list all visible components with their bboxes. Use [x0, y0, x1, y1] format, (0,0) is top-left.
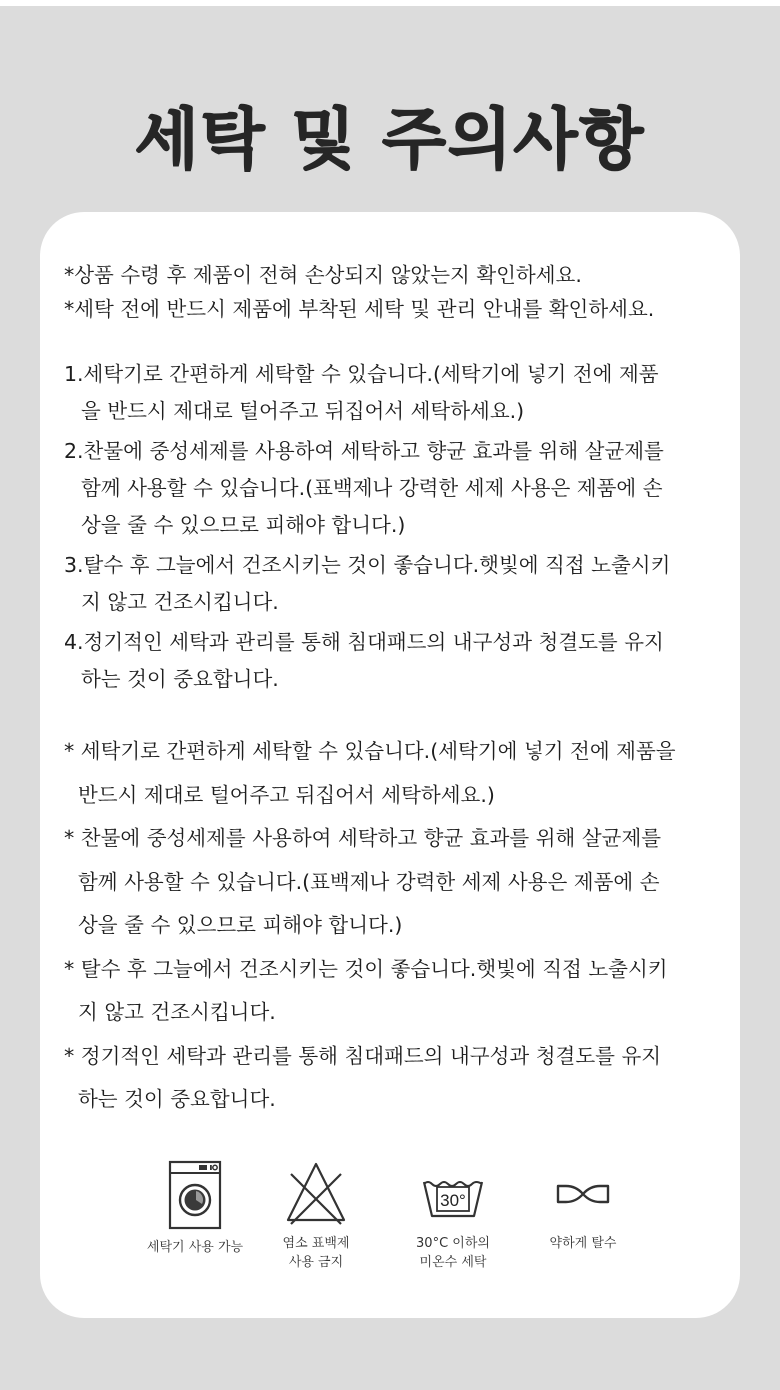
care-label: 약하게 탈수: [549, 1236, 617, 1251]
item-line: 을 반드시 제대로 털어주고 뒤집어서 세탁하세요.): [81, 399, 525, 423]
washing-machine-icon: [168, 1160, 222, 1230]
page-title: 세탁 및 주의사항: [134, 101, 646, 178]
starred-item: [64, 1035, 734, 1122]
item-line: 하는 것이 중요합니다.: [78, 1087, 276, 1111]
item-line: * 세탁기로 간편하게 세탁할 수 있습니다.(세탁기에 넣기 전에 제품을: [64, 739, 676, 763]
item-line: 함께 사용할 수 있습니다.(표백제나 강력한 세제 사용은 제품에 손: [81, 476, 663, 500]
care-label: 세탁기 사용 가능: [146, 1240, 244, 1255]
item-line: 2.찬물에 중성세제를 사용하여 세탁하고 향균 효과를 위해 살균제를: [64, 439, 664, 463]
note-line: *세탁 전에 반드시 제품에 부착된 세탁 및 관리 안내를 확인하세요.: [64, 297, 655, 321]
starred-item: [64, 817, 734, 948]
wash-temp-badge: 30°: [440, 1191, 466, 1210]
care-item-machine-wash: [130, 1160, 260, 1257]
care-card: [40, 212, 740, 1318]
numbered-item: [64, 356, 734, 430]
care-item-wash-30: [388, 1160, 518, 1272]
gentle-spin-icon: [550, 1160, 616, 1226]
numbered-instructions: [64, 356, 734, 701]
item-line: * 정기적인 세탁과 관리를 통해 침대패드의 내구성과 청결도를 유지: [64, 1043, 662, 1068]
item-line: 상을 줄 수 있으므로 피해야 합니다.): [81, 513, 406, 537]
item-line: 1.세탁기로 간편하게 세탁할 수 있습니다.(세탁기에 넣기 전에 제품: [64, 362, 659, 386]
wash-30-icon: [420, 1160, 486, 1226]
numbered-item: [64, 624, 734, 698]
item-line: 상을 줄 수 있으므로 피해야 합니다.): [78, 913, 403, 937]
care-icons-row: [40, 1160, 740, 1290]
care-label: 30°C 이하의 미온수 세탁: [416, 1236, 490, 1270]
care-item-no-bleach: [251, 1160, 381, 1272]
item-line: 함께 사용할 수 있습니다.(표백제나 강력한 세제 사용은 제품에 손: [78, 869, 660, 894]
item-line: * 찬물에 중성세제를 사용하여 세탁하고 향균 효과를 위해 살균제를: [64, 826, 662, 850]
numbered-item: [64, 433, 734, 544]
starred-instructions: [64, 730, 734, 1122]
starred-item: [64, 730, 734, 817]
care-item-gentle-spin: [518, 1160, 648, 1253]
item-line: 3.탈수 후 그늘에서 건조시키는 것이 좋습니다.햇빛에 직접 노출시키: [64, 553, 671, 577]
no-bleach-icon: [285, 1160, 347, 1226]
item-line: 하는 것이 중요합니다.: [81, 667, 279, 691]
item-line: 반드시 제대로 털어주고 뒤집어서 세탁하세요.): [78, 782, 495, 807]
item-line: 지 않고 건조시킵니다.: [81, 590, 279, 614]
item-line: 지 않고 건조시킵니다.: [78, 1000, 276, 1024]
numbered-item: [64, 547, 734, 621]
item-line: 4.정기적인 세탁과 관리를 통해 침대패드의 내구성과 청결도를 유지: [64, 630, 664, 654]
background-panel: [0, 6, 780, 1390]
care-label: 염소 표백제 사용 금지: [282, 1236, 350, 1270]
notes-section: [64, 258, 734, 326]
starred-item: [64, 948, 734, 1035]
note-line: *상품 수령 후 제품이 전혀 손상되지 않았는지 확인하세요.: [64, 263, 582, 287]
item-line: * 탈수 후 그늘에서 건조시키는 것이 좋습니다.햇빛에 직접 노출시키: [64, 956, 668, 981]
